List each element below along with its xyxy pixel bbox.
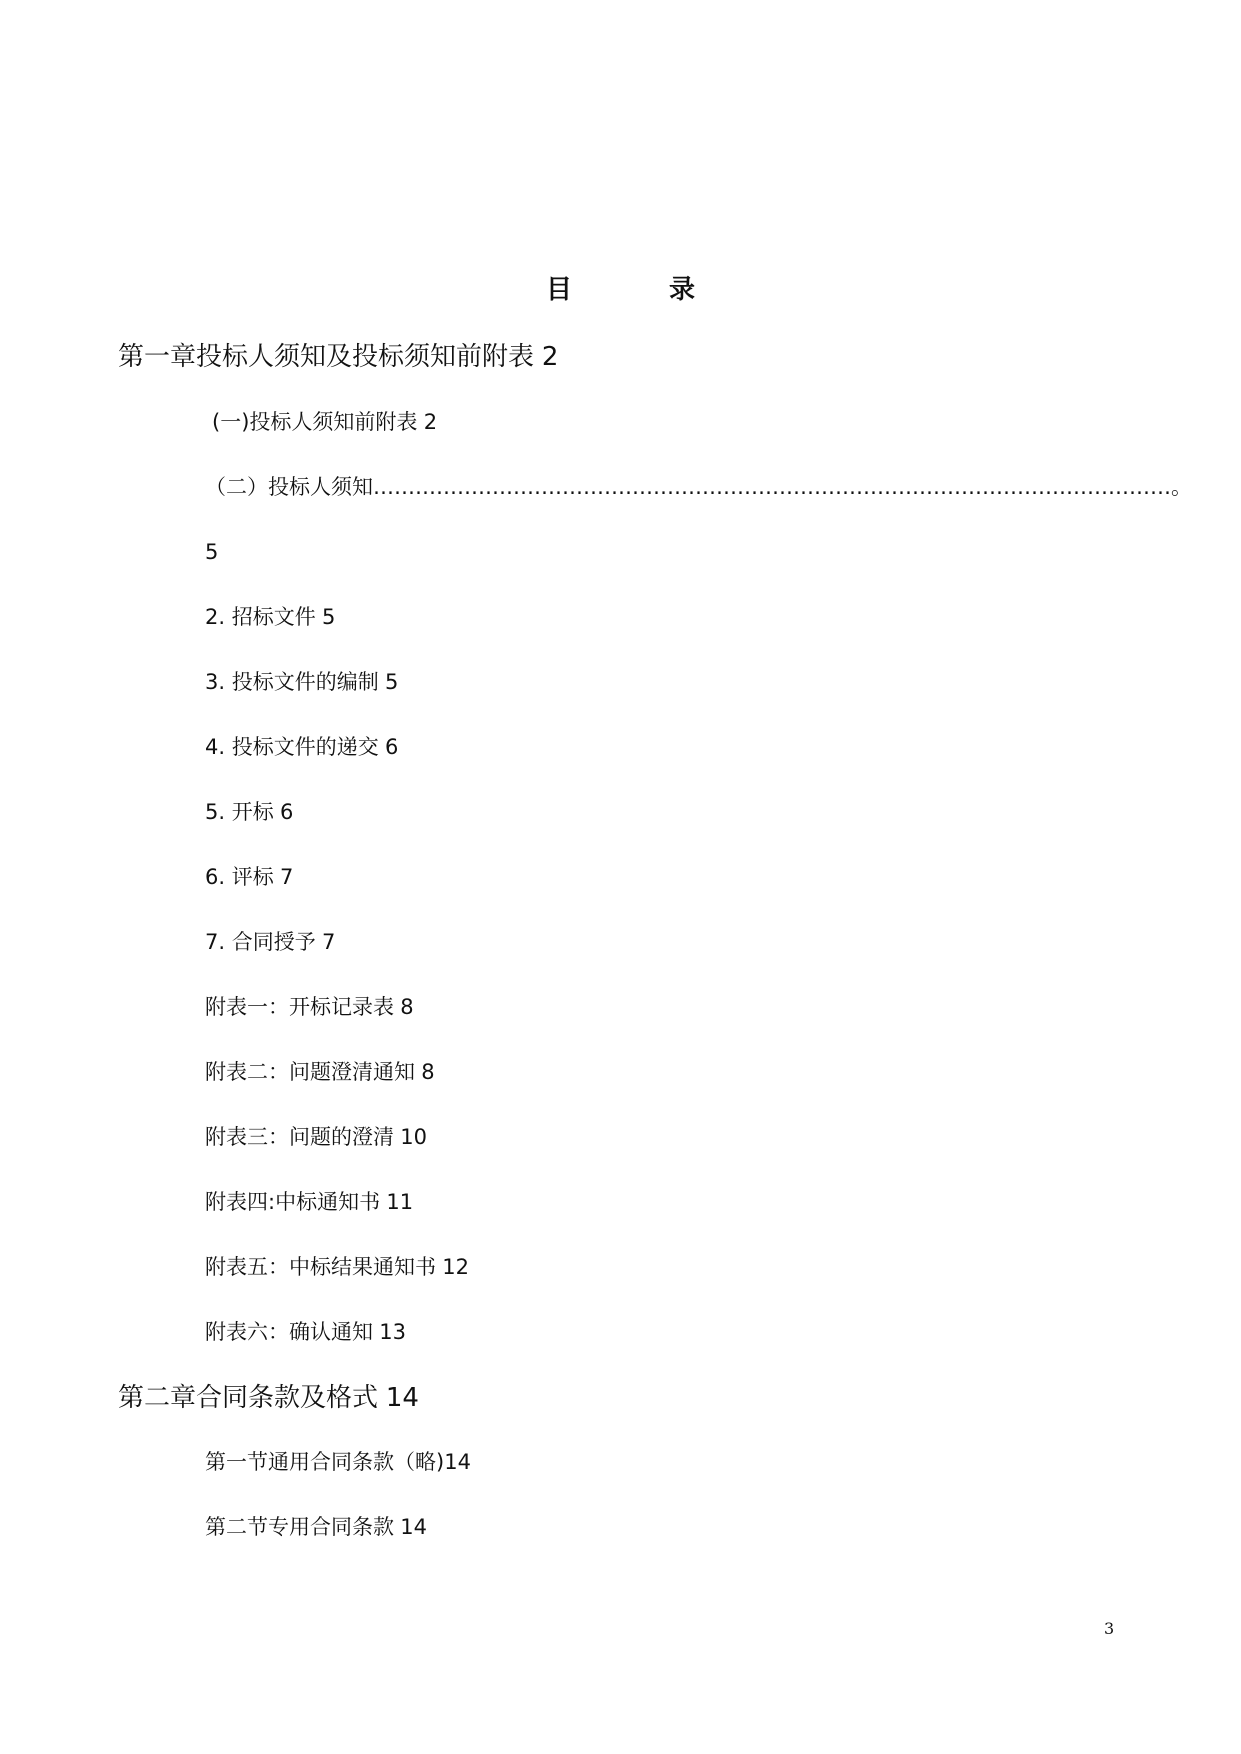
toc-entry-chapter-2[interactable] — [118, 1385, 419, 1411]
toc-entry-page: 5 — [322, 605, 336, 629]
toc-entry-end-mark: 。 — [1171, 475, 1192, 499]
toc-entry-text: 第二节专用合同条款 — [205, 1515, 394, 1539]
toc-entry-page: 7 — [280, 865, 294, 889]
toc-entry-page: 8 — [421, 1060, 435, 1084]
toc-entry-item-4[interactable] — [205, 737, 398, 758]
toc-entry-section-general-terms[interactable] — [205, 1452, 471, 1473]
toc-entry-page: 2 — [541, 342, 559, 372]
toc-entry-item-6[interactable] — [205, 867, 293, 888]
toc-entry-text: 2. 招标文件 — [205, 605, 316, 629]
toc-entry-text: 附表一：开标记录表 — [205, 995, 394, 1019]
toc-entry-appendix-2[interactable] — [205, 1062, 435, 1083]
toc-entry-item-3[interactable] — [205, 672, 398, 693]
toc-entry-text: 3. 投标文件的编制 — [205, 670, 379, 694]
toc-entry-page: 14 — [400, 1515, 428, 1539]
toc-entry-page: 13 — [379, 1320, 407, 1344]
toc-entry-appendix-6[interactable] — [205, 1322, 406, 1343]
toc-entry-page: 10 — [400, 1125, 428, 1149]
toc-entry-appendix-4[interactable] — [205, 1192, 413, 1213]
toc-entry-item-7[interactable] — [205, 932, 335, 953]
toc-entry-page: 8 — [400, 995, 414, 1019]
toc-entry-page: 11 — [386, 1190, 414, 1214]
toc-entry-item-5[interactable] — [205, 802, 293, 823]
toc-entry-text: 5 — [205, 540, 219, 564]
toc-entry-page: 2 — [423, 410, 438, 434]
toc-entry-text: （二）投标人须知 — [205, 475, 373, 499]
toc-entry-text: 5. 开标 — [205, 800, 274, 824]
page-number: 3 — [1104, 1619, 1115, 1638]
toc-entry-text: 附表六：确认通知 — [205, 1320, 373, 1344]
toc-entry-section-2[interactable] — [205, 477, 1192, 498]
toc-entry-text: 附表五：中标结果通知书 — [205, 1255, 436, 1279]
toc-entry-text: 第一节通用合同条款（略) — [205, 1450, 445, 1474]
toc-entry-appendix-3[interactable] — [205, 1127, 427, 1148]
toc-entry-text: (一)投标人须知前附表 — [212, 410, 418, 434]
toc-entry-text: 附表三：问题的澄清 — [205, 1125, 394, 1149]
toc-entry-page: 12 — [442, 1255, 470, 1279]
toc-entry-section-special-terms[interactable] — [205, 1517, 427, 1538]
toc-entry-item-2[interactable] — [205, 607, 335, 628]
toc-entry-text: 第一章投标人须知及投标须知前附表 — [118, 342, 535, 372]
toc-entry-text: 附表四:中标通知书 — [205, 1190, 381, 1214]
toc-entry-text: 6. 评标 — [205, 865, 274, 889]
toc-entry-section-1[interactable] — [212, 412, 437, 433]
toc-entry-appendix-5[interactable] — [205, 1257, 469, 1278]
toc-entry-page: 6 — [385, 735, 399, 759]
toc-entry-page: 6 — [280, 800, 294, 824]
toc-entry-page: 5 — [385, 670, 399, 694]
toc-entry-text: 4. 投标文件的递交 — [205, 735, 379, 759]
toc-entry-text: 第二章合同条款及格式 — [118, 1383, 379, 1413]
toc-entry-page: 14 — [444, 1450, 471, 1474]
toc-entry-chapter-1[interactable] — [118, 344, 558, 370]
toc-entry-page: 14 — [385, 1383, 419, 1413]
toc-entry-appendix-1[interactable] — [205, 997, 414, 1018]
toc-title: 目 录 — [545, 275, 740, 305]
toc-entry-page: 7 — [322, 930, 336, 954]
toc-dot-leader: …………………………………………………………………………………………………… — [373, 475, 1171, 499]
toc-entry-text: 7. 合同授予 — [205, 930, 316, 954]
toc-entry-page-wrap — [205, 542, 218, 563]
toc-entry-text: 附表二：问题澄清通知 — [205, 1060, 415, 1084]
